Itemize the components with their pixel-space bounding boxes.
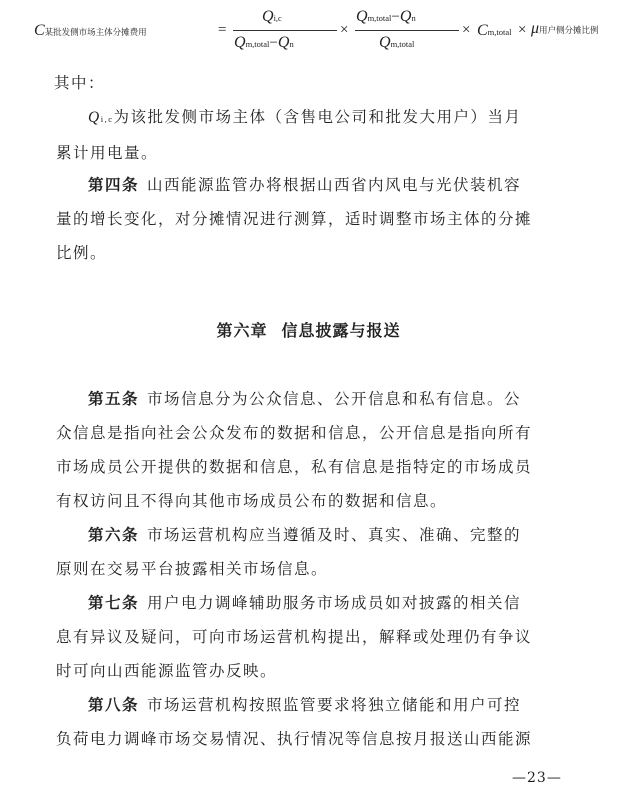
article-4-line3: 比例。 (56, 244, 108, 262)
chapter-heading (0, 318, 617, 341)
formula-c-total: Cm,total (477, 22, 512, 39)
chapter-number: 第六章 (216, 321, 268, 340)
fraction2-bar (355, 30, 459, 31)
times-sign-3: × (518, 22, 527, 38)
formula-lhs: C某批发侧市场主体分摊费用 (34, 22, 147, 39)
article-7-line2: 息有异议及疑问，可向市场运营机构提出，解释或处理仍有争议 (56, 628, 533, 646)
article-4-line1: 山西能源监管办将根据山西省内风电与光伏装机容 (147, 176, 522, 194)
times-sign-2: × (462, 22, 471, 38)
article-5-line3: 市场成员公开提供的数据和信息，私有信息是指特定的市场成员 (56, 458, 533, 476)
q-definition-line2: 累计用电量。 (56, 144, 159, 162)
article-7-line1: 用户电力调峰辅助服务市场成员如对披露的相关信 (147, 594, 522, 612)
article-5-label: 第五条 (88, 389, 140, 408)
article-8 (56, 688, 561, 756)
formula-mu: μ用户侧分摊比例 (531, 20, 599, 37)
article-4-label: 第四条 (88, 175, 140, 194)
article-5-line1: 市场信息分为公众信息、公开信息和私有信息。公 (147, 390, 522, 408)
times-sign-1: × (340, 22, 349, 38)
fraction2-denominator: Qm,total (379, 34, 415, 51)
article-4-line2: 量的增长变化，对分摊情况进行测算，适时调整市场主体的分摊 (56, 210, 533, 228)
article-8-line1: 市场运营机构按照监管要求将独立储能和用户可控 (147, 696, 522, 714)
article-6 (56, 518, 561, 586)
formula-equals: = (218, 22, 227, 38)
q-definition (56, 100, 561, 170)
article-6-line2: 原则在交易平台披露相关市场信息。 (56, 560, 329, 578)
article-4 (56, 168, 561, 270)
article-6-line1: 市场运营机构应当遵循及时、真实、准确、完整的 (147, 526, 522, 544)
cost-allocation-formula (34, 8, 599, 60)
article-7 (56, 586, 561, 688)
where-label: 其中： (54, 74, 106, 92)
article-7-line3: 时可向山西能源监管办反映。 (56, 662, 278, 680)
article-5 (56, 382, 561, 518)
page-number: —23— (512, 770, 562, 786)
fraction1-denominator: Qm,total−Qn (234, 34, 294, 51)
chapter-title: 信息披露与报送 (281, 321, 401, 340)
fraction2-numerator: Qm,total−Qn (356, 8, 416, 25)
fraction1-numerator: Qi,c (262, 8, 282, 25)
article-5-line4: 有权访问且不得向其他市场成员公布的数据和信息。 (56, 492, 448, 510)
q-definition-variable: Qi,c (88, 109, 114, 126)
article-5-line2: 众信息是指向社会公众发布的数据和信息，公开信息是指向所有 (56, 424, 533, 442)
article-8-line2: 负荷电力调峰市场交易情况、执行情况等信息按月报送山西能源 (56, 730, 533, 748)
article-7-label: 第七条 (88, 593, 140, 612)
article-8-label: 第八条 (88, 695, 140, 714)
fraction1-bar (233, 30, 337, 31)
q-definition-line1: 为该批发侧市场主体（含售电公司和批发大用户）当月 (113, 108, 522, 126)
article-6-label: 第六条 (88, 525, 140, 544)
